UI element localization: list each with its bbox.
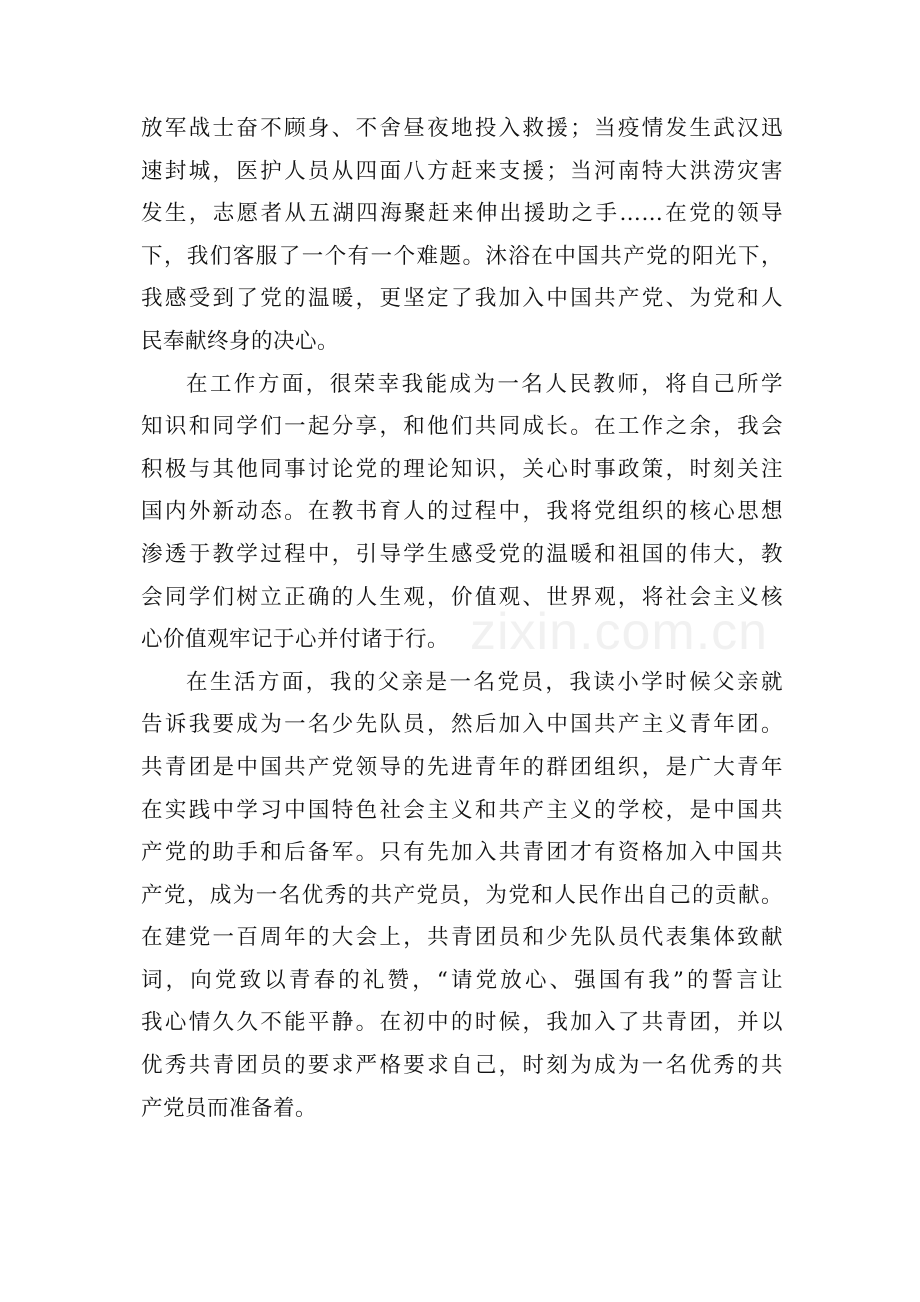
- text-line: 我感受到了党的温暖，更坚定了我加入中国共产党、为党和人: [141, 286, 783, 312]
- text-line: 放军战士奋不顾身、不舍昼夜地投入救援；当疫情发生武汉迅: [141, 116, 783, 141]
- text-line: 民奉献终身的决心。: [141, 328, 340, 354]
- text-line: 我心情久久不能平静。在初中的时候，我加入了共青团，并以: [141, 1010, 783, 1036]
- text-line: 速封城，医护人员从四面八方赶来支援；当河南特大洪涝灾害: [141, 158, 783, 184]
- text-line: 词，向党致以青春的礼赞，“请党放心、强国有我”的誓言让: [141, 967, 783, 993]
- text-line: 在工作方面，很荣幸我能成为一名人民教师，将自己所学: [186, 371, 783, 397]
- text-line: 会同学们树立正确的人生观，价值观、世界观，将社会主义核: [141, 584, 783, 610]
- watermark: zixin.com.cn: [470, 603, 769, 661]
- text-line: 告诉我要成为一名少先队员，然后加入中国共产主义青年团。: [141, 712, 783, 738]
- text-line: 产党员而准备着。: [141, 1095, 318, 1121]
- text-line: 在实践中学习中国特色社会主义和共产主义的学校，是中国共: [141, 797, 783, 823]
- text-line: 国内外新动态。在教书育人的过程中，我将党组织的核心思想: [141, 499, 783, 525]
- text-line: 积极与其他同事讨论党的理论知识，关心时事政策，时刻关注: [141, 456, 783, 482]
- text-line: 产党，成为一名优秀的共产党员，为党和人民作出自己的贡献。: [141, 882, 783, 908]
- text-line: 心价值观牢记于心并付诸于行。: [141, 627, 450, 653]
- text-line: 优秀共青团员的要求严格要求自己，时刻为成为一名优秀的共: [141, 1053, 783, 1079]
- text-line: 共青团是中国共产党领导的先进青年的群团组织，是广大青年: [141, 754, 783, 780]
- text-line: 产党的助手和后备军。只有先加入共青团才有资格加入中国共: [141, 840, 783, 866]
- text-line: 渗透于教学过程中，引导学生感受党的温暖和祖国的伟大，教: [141, 541, 783, 567]
- text-line: 发生，志愿者从五湖四海聚赶来伸出援助之手……在党的领导: [141, 201, 783, 227]
- text-line: 在建党一百周年的大会上，共青团员和少先队员代表集体致献: [141, 925, 783, 951]
- body-text: [141, 108, 783, 1130]
- text-line: 下，我们客服了一个有一个难题。沐浴在中国共产党的阳光下，: [141, 243, 783, 269]
- text-line: 知识和同学们一起分享，和他们共同成长。在工作之余，我会: [141, 414, 783, 440]
- text-line: 在生活方面，我的父亲是一名党员，我读小学时候父亲就: [186, 669, 783, 695]
